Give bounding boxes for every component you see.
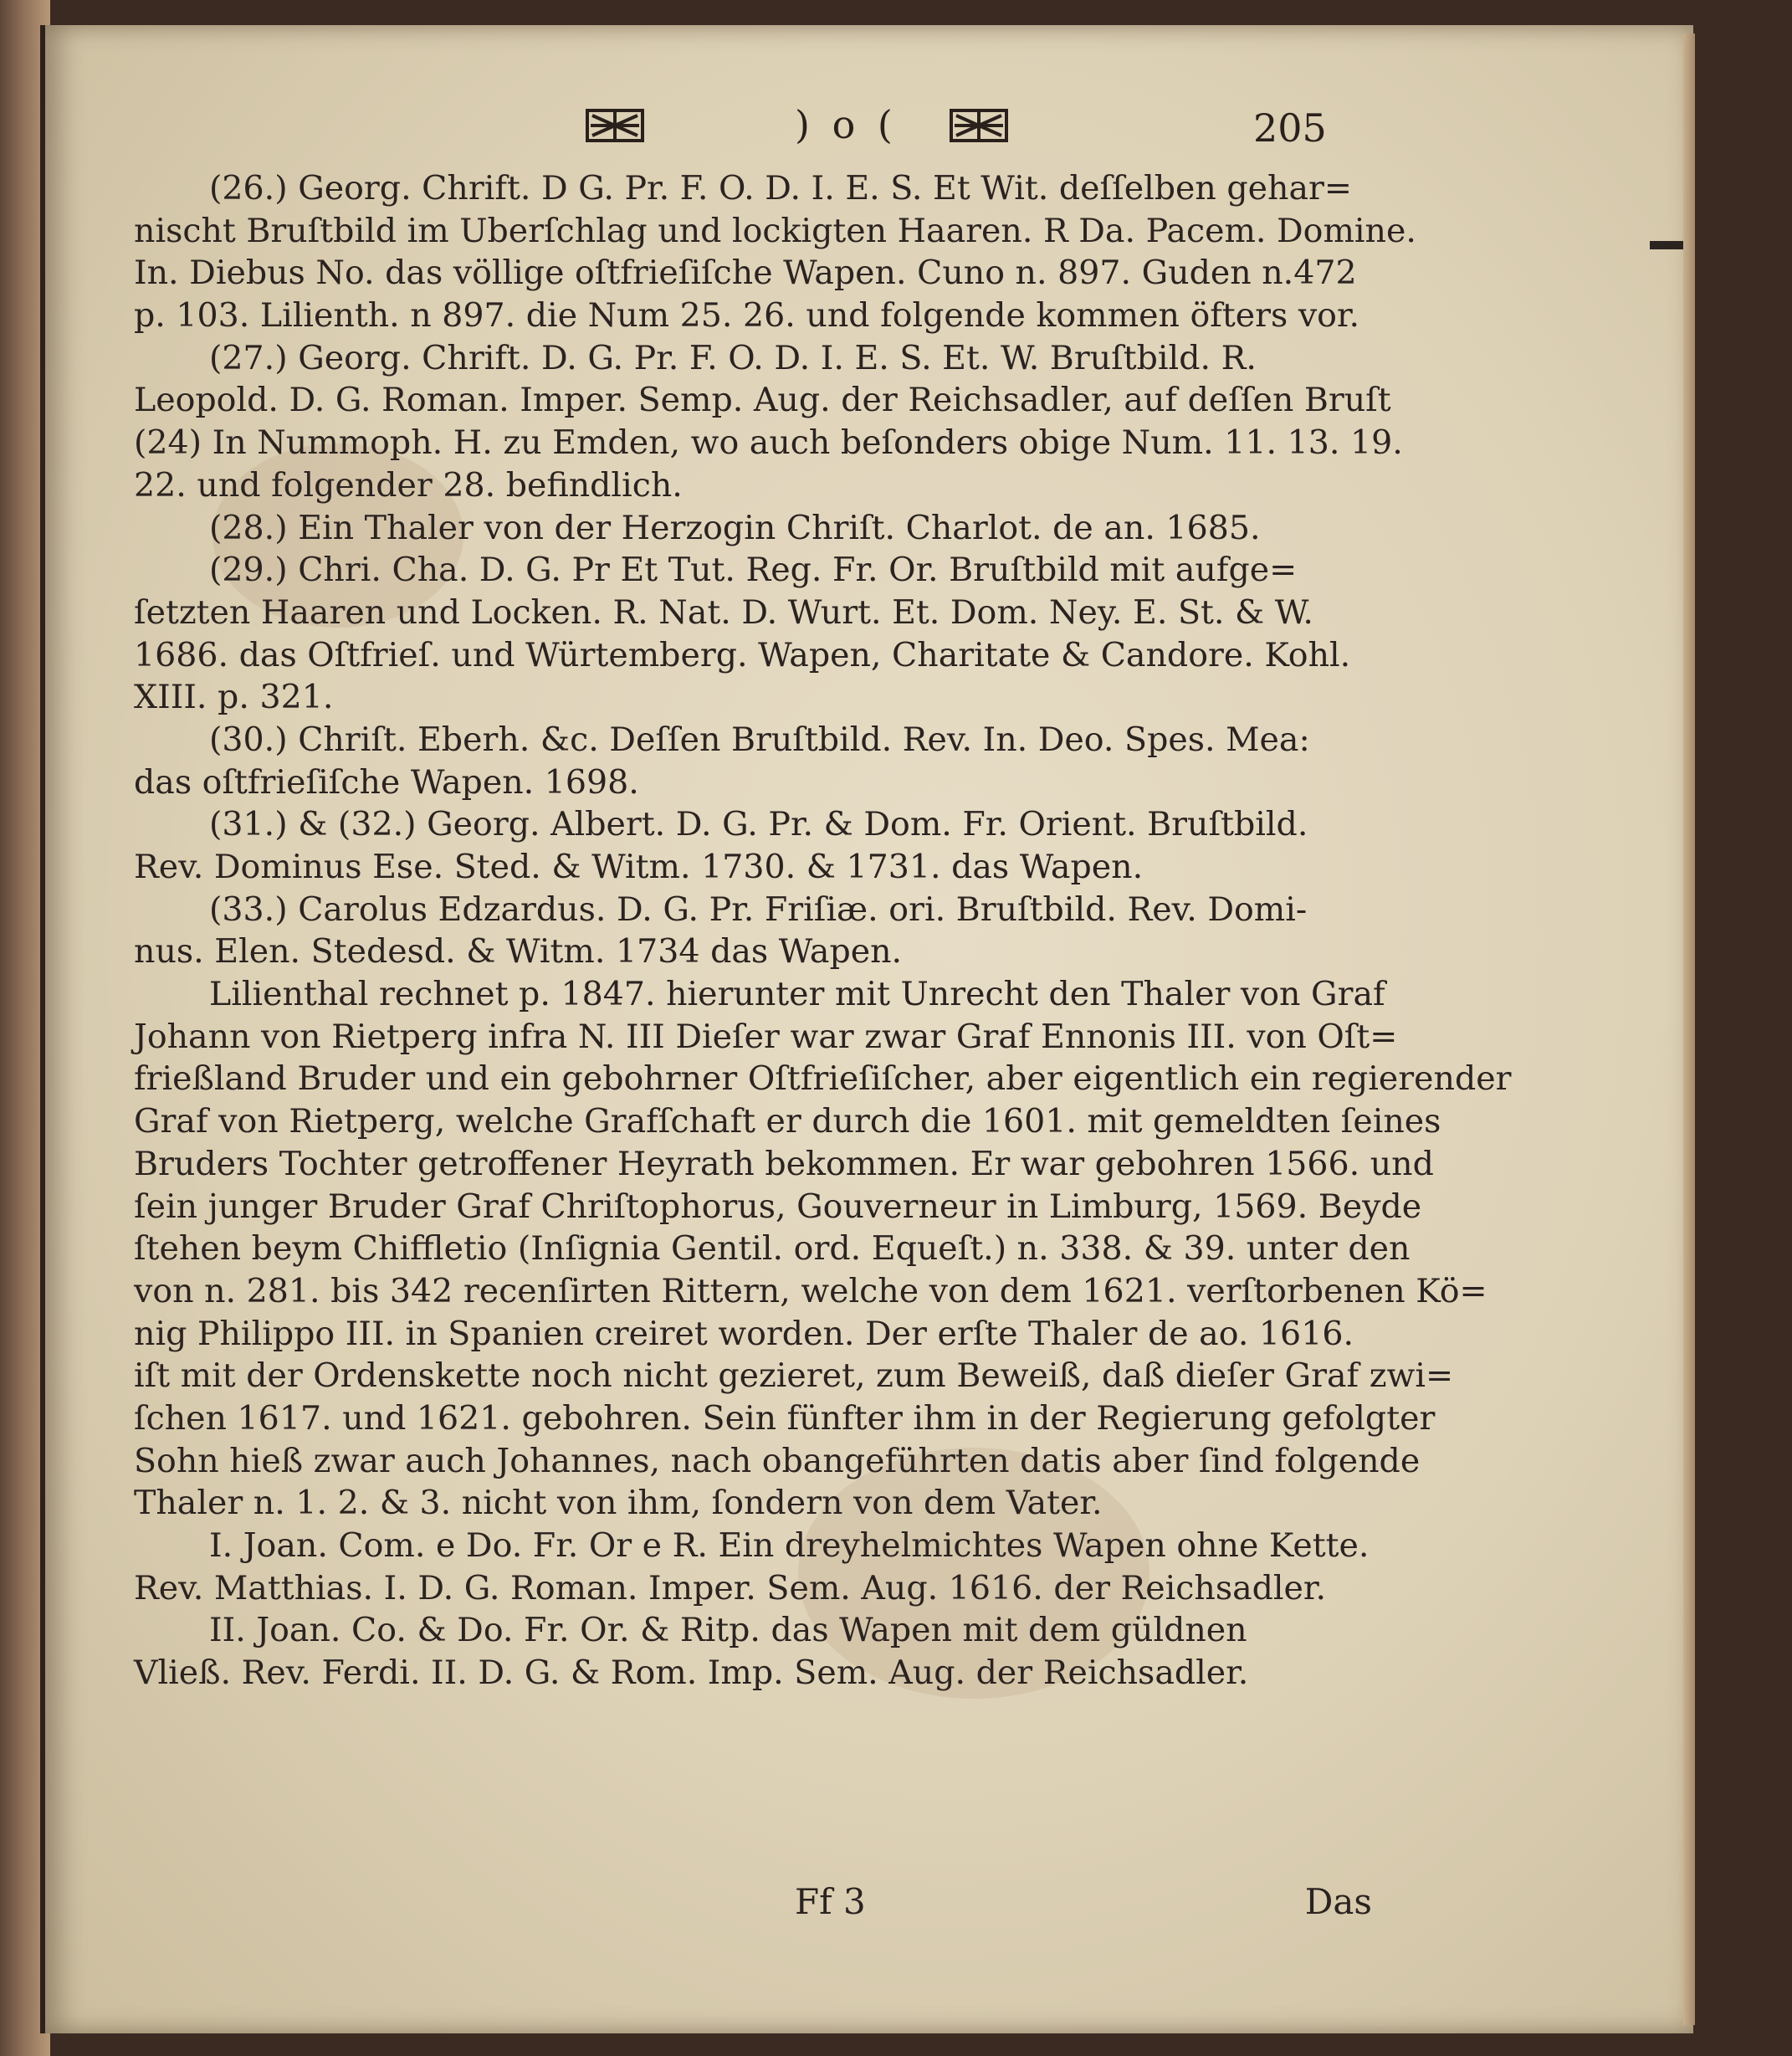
text-line: II. Joan. Co. & Do. Fr. Or. & Ritp. das Wapen mit dem güldnen	[209, 1611, 1247, 1650]
text-line: (33.) Carolus Edzardus. D. G. Pr. Friſiæ. ori. Bruſtbild. Rev. Domi-	[209, 890, 1308, 929]
text-line: das oſtfrieſiſche Wapen. 1698.	[134, 762, 639, 802]
text-line: In. Diebus No. das völlige oſtfrieſiſche Wapen. Cuno n. 897. Guden n.472	[134, 254, 1357, 293]
text-line: (30.) Chriſt. Eberh. &c. Deſſen Bruſtbild. Rev. In. Deo. Spes. Mea:	[209, 720, 1310, 759]
text-line: Vließ. Rev. Ferdi. II. D. G. & Rom. Imp. Sem. Aug. der Reichsadler.	[134, 1654, 1249, 1693]
text-line: Johann von Rietperg infra N. III Dieſer war zwar Graf Ennonis III. von Oſt=	[134, 1017, 1398, 1056]
text-line: p. 103. Lilienth. n 897. die Num 25. 26. und folgende kommen öfters vor.	[134, 296, 1360, 336]
text-line: 22. und folgender 28. befindlich.	[134, 465, 683, 505]
text-line: Thaler n. 1. 2. & 3. nicht von ihm, ſondern von dem Vater.	[134, 1484, 1103, 1523]
left-ornament-icon	[586, 107, 644, 144]
text-line: Lilienthal rechnet p. 1847. hierunter mit Unrecht den Thaler von Graf	[209, 975, 1385, 1014]
text-line: Rev. Dominus Ese. Sted. & Witm. 1730. & 1731. das Wapen.	[134, 848, 1144, 886]
page-footer	[134, 1881, 1372, 1931]
text-line: ſchen 1617. und 1621. gebohren. Sein fünfter ihm in der Regierung gefolgter	[134, 1398, 1436, 1438]
page-body	[134, 167, 1512, 1695]
text-line: ſein junger Bruder Graf Chriſtophorus, Gouverneur in Limburg, 1569. Beyde	[134, 1187, 1422, 1226]
header-mark: ) o (	[795, 102, 898, 147]
text-line: nig Philippo III. in Spanien creiret worden. Der erſte Thaler de ao. 1616.	[134, 1314, 1354, 1353]
text-line: (31.) & (32.) Georg. Albert. D. G. Pr. & Dom. Fr. Orient. Bruſtbild.	[209, 805, 1308, 844]
signature-mark: Ff 3	[795, 1881, 866, 1922]
text-line: Graf von Rietperg, welche Grafſchaft er durch die 1601. mit gemeldten ſeines	[134, 1102, 1441, 1141]
text-line: XIII. p. 321.	[134, 678, 334, 717]
text-line: I. Joan. Com. e Do. Fr. Or e R. Ein dreyhelmichtes Wapen ohne Kette.	[209, 1526, 1370, 1565]
text-line: nischt Bruſtbild im Uberſchlag und lockigten Haaren. R Da. Pacem. Domine.	[134, 211, 1416, 250]
text-line: 1686. das Oſtfrieſ. und Würtemberg. Wapen, Charitate & Candore. Kohl.	[134, 635, 1351, 674]
text-line: Rev. Matthias. I. D. G. Roman. Imper. Sem. Aug. 1616. der Reichsadler.	[134, 1568, 1327, 1607]
text-line: von n. 281. bis 342 recenſirten Rittern, welche von dem 1621. verſtorbenen Kö=	[134, 1271, 1487, 1310]
text-line: (26.) Georg. Chrift. D G. Pr. F. O. D. I. E. S. Et Wit. deſſelben gehar=	[209, 169, 1353, 208]
text-line: Leopold. D. G. Roman. Imper. Semp. Aug. der Reichsadler, auf deſſen Bruſt	[134, 381, 1391, 420]
page-header	[134, 102, 1372, 166]
text-line: Sohn hieß zwar auch Johannes, nach obangeführten datis aber ſind folgende	[134, 1441, 1421, 1480]
text-line: nus. Elen. Stedesd. & Witm. 1734 das Wapen.	[134, 932, 903, 972]
text-line: ſtehen beym Chiffletio (Inſignia Gentil. ord. Equeſt.) n. 338. & 39. unter den	[134, 1229, 1411, 1269]
text-line: (24) In Nummoph. H. zu Emden, wo auch beſonders obige Num. 11. 13. 19.	[134, 423, 1403, 463]
page-number: 205	[1253, 105, 1327, 151]
text-line: Bruders Tochter getroffener Heyrath bekommen. Er war gebohren 1566. und	[134, 1144, 1434, 1183]
text-line: (28.) Ein Thaler von der Herzogin Chriſt. Charlot. de an. 1685.	[209, 508, 1261, 547]
page-fore-edge	[1683, 33, 1695, 2025]
text-line: ſetzten Haaren und Locken. R. Nat. D. Wurt. Et. Dom. Ney. E. St. & W.	[134, 592, 1313, 632]
right-ornament-icon	[950, 107, 1008, 144]
text-line: iſt mit der Ordenskette noch nicht gezieret, zum Beweiß, daß dieſer Graf zwi=	[134, 1356, 1454, 1396]
catchword: Das	[1304, 1881, 1372, 1922]
margin-mark	[1650, 241, 1683, 249]
text-line: (27.) Georg. Chrift. D. G. Pr. F. O. D. I. E. S. Et. W. Bruſtbild. R.	[209, 338, 1257, 377]
text-line: (29.) Chri. Cha. D. G. Pr Et Tut. Reg. Fr. Or. Bruſtbild mit aufge=	[209, 551, 1298, 590]
text-line: frießland Bruder und ein gebohrner Oſtfrieſiſcher, aber eigentlich ein regierender	[134, 1059, 1512, 1099]
